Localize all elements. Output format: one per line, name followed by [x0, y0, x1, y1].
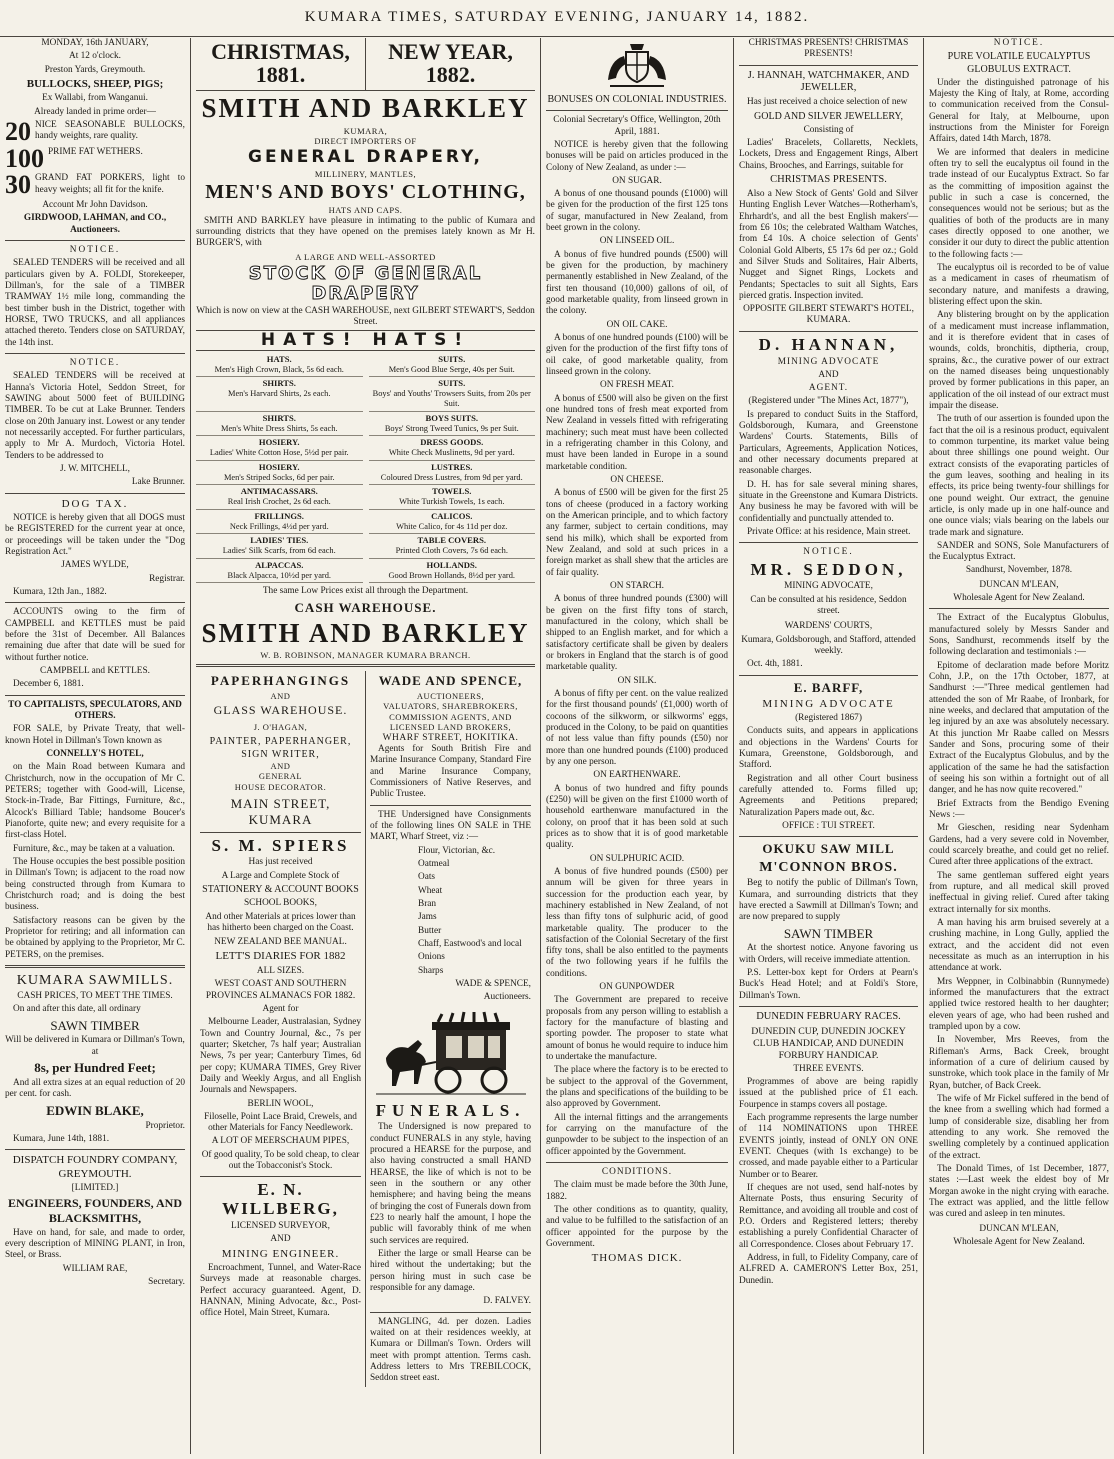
sizes-line: ALL SIZES. [256, 965, 305, 976]
conditions-heading: CONDITIONS. [601, 1167, 673, 1178]
gold-jewellery: GOLD AND SILVER JEWELLERY, [754, 110, 903, 122]
foundry-heading: DISPATCH FOUNDRY COMPANY, GREYMOUTH. [12, 1154, 178, 1180]
stock-line: A LARGE AND WELL-ASSORTED [295, 251, 436, 262]
bonus-section-body: A bonus of three hundred pounds (£300) will be given on the first fifty tons of starch, manufactured in the colony, which shall be shipped to an English market, and for which a satisfactory certificate shall be given by dealers or brokers in England that the starch is of good marketable quality. [546, 594, 728, 673]
sawmills-date: Kumara, June 14th, 1881. [13, 1133, 110, 1144]
hats-line: HATS AND CAPS. [328, 205, 403, 216]
proprietor-name: EDWIN BLAKE, [46, 1102, 144, 1118]
price-item [196, 534, 363, 559]
okuku-body: Beg to notify the public of Dillman's Town, Kumara, and surrounding districts that they have erected a Sawmill at Dillman's Town; and are now prepared to supply [739, 878, 918, 923]
price-item [369, 353, 536, 378]
wade-signature: WADE & SPENCE, [455, 979, 531, 990]
capitalists-heading: TO CAPITALISTS, SPECULATORS, AND OTHERS. [8, 699, 182, 721]
opposite-line: OPPOSITE GILBERT STEWART'S HOTEL, KUMARA. [743, 304, 914, 326]
price-item-title: HATS. [266, 353, 292, 364]
goods-item: Sharps [418, 965, 444, 976]
goods-item: Wheat [418, 885, 443, 896]
goods-item: Jams [418, 912, 437, 923]
bonus-section-title: ON FRESH MEAT. [600, 380, 674, 391]
price-item [369, 377, 536, 411]
price-item [196, 559, 363, 584]
testimonial: Epitome of declaration made before Moritz Cohn, J.P., on the 17th October, 1877, at Sandhurst :—"Three medical gentlemen had attended the son of Mr Raabe, of Ironbark, for nine weeks, and declared that amputation of the leg injured by an axe was absolutely necessary. At this junction Mr Raabe called on Messrs Sander and Sons, procuring some of their Extract of the Eucalyptus Globulus, and by the application of the same he had the satisfaction of seeing his son within a fortnight out of all danger, and he has now quite recovered." [929, 660, 1109, 796]
price-item-desc: Good Brown Hollands, 8½d per yard. [388, 570, 516, 580]
wool-body: Filoselle, Point Lace Braid, Crewels, and other Materials for Fancy Needlework. [204, 1111, 357, 1134]
hearse-illustration [376, 1008, 526, 1098]
price-item-title: ANTIMACASSARS. [240, 486, 318, 497]
bonus-section-body: A bonus of five hundred pounds (£500) will be given for the production, by machinery permanently established in New Zealand, of the first ten thousand (10,000) gallons of oil, of good marketable quality, from linseed grown in the colony. [546, 249, 728, 317]
willberg-heading: E. N. WILLBERG, [222, 1180, 339, 1219]
dhannan-reg: (Registered under "The Mines Act, 1877"), [748, 396, 909, 407]
bonus-section-body: A bonus of one thousand pounds (£1000) will be given for the production of the first 125 tons of sugar, manufactured in New Zealand, from beet grown in the colony. [546, 189, 728, 234]
left-ad-stack [196, 671, 365, 1386]
price-item-desc: Black Alpacca, 10½d per yard. [227, 570, 331, 580]
firm-place: KUMARA, [343, 125, 388, 136]
livestock-count: 30 [5, 173, 31, 199]
capitalists-body: The House occupies the best possible position in Dillman's Town; is adjacent to the road now being constructed through from Kumara to Christchurch road; and is doing the best business. [5, 856, 185, 913]
okuku-body: At the shortest notice. Anyone favoring us with Orders, will receive immediate attention. [739, 943, 918, 965]
foundry-signature: WILLIAM RAE, [62, 1263, 128, 1274]
price-item-title: LADIES' TIES. [250, 535, 309, 546]
ohagan-trade: PAINTER, PAPERHANGER, SIGN WRITER, [209, 736, 352, 760]
okuku-body: P.S. Letter-box kept for Orders at Pearn's Buck's Head Hotel; and at Foldi's Store, Dillman's Town. [739, 968, 918, 1001]
price-item [369, 461, 536, 486]
bonuses-intro: NOTICE is hereby given that the following bonuses will be paid on articles produced in the Colony of New Zealand, as under :— [546, 139, 728, 173]
bonus-section-body: A bonus of one hundred pounds (£100) will be given for the production of the first fifty tons of oil cake, of good marketable quality, from linseed grown in the colony. [546, 333, 728, 378]
bonus-section-body: A bonus of five hundred pounds (£500) per annum will be given for three years in succession for the production each year, by machinery established in New Zealand, of not less than fifty tons of sulphuric acid, of good marketable quality. The producer to the satisfaction of the Colonial Secretary of the first fifty tons, shall be also entitled to the payments of the two following years if he fulfils the conditions. [546, 866, 728, 979]
dog-tax-body: NOTICE is hereby given that all DOGS must be REGISTERED for the current year at once, or proceedings will be taken under the "Dog Registration Act." [5, 513, 185, 558]
barff-role: MINING ADVOCATE [762, 697, 895, 710]
bonus-section-body: A bonus of £500 will be given for the first 25 tons of cheese (produced in a factory working on the American principle, and to which factory any farmer, subject to certain conditions, may send his milk), which shall be exported from New Zealand, and sold at such prices in a foreign market as shall shew that the articles are of fair quality. [546, 488, 728, 578]
price-item-desc: Men's Harvard Shirts, 2s each. [228, 389, 331, 399]
cash-warehouse-heading: CASH WAREHOUSE. [294, 599, 437, 615]
millinery-line: MILLINERY, MANTLES, [314, 168, 417, 179]
barff-body: Conducts suits, and appears in applications and objections in the Wardens' Courts for Kumara, Greenstone, Goldsborough, and Stafford. [739, 726, 918, 771]
testimonial: The wife of Mr Fickel suffered in the bend of the knee from a swelling which had formed a lump of considerable size, disabling her from attending to any work. She removed the swelling completely by a continued application of the extract. [929, 1093, 1109, 1161]
notice-heading: NOTICE. [69, 245, 121, 256]
bee-manual: NEW ZEALAND BEE MANUAL. [214, 937, 347, 948]
hannan-heading: J. HANNAH, WATCHMAKER, AND JEWELLER, [747, 69, 910, 94]
sale-date: MONDAY, 16th JANUARY, [41, 38, 149, 48]
wade-role: AUCTIONEERS, [416, 691, 485, 702]
right-ad-stack [365, 671, 535, 1386]
stationery-line: STATIONERY & ACCOUNT BOOKS [202, 883, 359, 895]
eucalyptus-body: Any blistering brought on by the application of a medicament must increase inflammation, and it is therefore evident that in cases of wounds, colds, bronchitis, diptheria, croup, sprains, &c., the curative power of our extract on the named diseases being unquestionably proved by former publications in this paper, an application of the oil instead of our extract must impair the disease. [929, 310, 1109, 411]
races-body: Programmes of above are being rapidly issued at the published price of £1 each. Fourpence in stamps covers all postage. [739, 1076, 918, 1110]
bonus-section-title: ON STARCH. [609, 580, 664, 591]
notice-signature: J. W. MITCHELL, [60, 464, 130, 474]
price-item-desc: Printed Cloth Covers, 7s 6d each. [395, 546, 508, 556]
importers-line: DIRECT IMPORTERS OF [314, 135, 417, 146]
okuku-firm: M'CONNON BROS. [759, 860, 898, 876]
funerals-body: Either the large or small Hearse can be hired without the undertaking; but the person hiring must in such case be responsible for any damage. [370, 1249, 531, 1293]
eucalyptus-body: We are informed that dealers in medicine often try to sell the eucalyptus oil found in the trade instead of our Eucalyptus Extract. So far as the committing of imposition against the public in such a case is concerned, the consequences would not be serious; but as the qualities of both of the products are in many cases directly opposed to one another, we consider it our duty to direct the public attention to the following facts :— [929, 147, 1109, 260]
price-item [196, 510, 363, 535]
wade-agents: Agents for South British Fire and Marine Insurance Company, Standard Fire and Marine Insurance Company, Commissioners of Native Reserves, and Public Trustee. [370, 744, 531, 800]
price-item-desc: White Calico, for 4s 11d per doz. [396, 521, 508, 531]
christmas-heading: CHRISTMAS, 1881. [211, 39, 350, 88]
livestock-count: 100 [5, 146, 44, 172]
manager-line: W. B. ROBINSON, MANAGER KUMARA BRANCH. [260, 649, 471, 660]
foundry-sub: ENGINEERS, FOUNDERS, AND BLACKSMITHS, [7, 1196, 183, 1225]
price-item-title: HOSIERY. [258, 461, 300, 472]
bonus-section-title: ON SUGAR. [612, 175, 662, 186]
goods-item: Chaff, Eastwood's and local [418, 939, 522, 950]
livestock-item [5, 120, 185, 145]
price-item-desc: Ladies' White Cotton Hose, 5½d per pair. [209, 448, 349, 458]
price-item-desc: Real Irish Crochet, 2s 6d each. [227, 497, 331, 507]
notice-place: Lake Brunner. [131, 477, 185, 488]
races-body: Address, in full, to Fidelity Company, care of ALFRED A. CAMERON'S Letter Box, 251, Dunedin. [739, 1252, 918, 1286]
barff-heading: E. BARFF, [793, 679, 864, 695]
price-item-title: ALPACCAS. [255, 559, 304, 570]
price-item-title: BOYS SUITS. [425, 412, 479, 423]
and-line: AND [270, 691, 291, 702]
bonus-section-title: ON SULPHURIC ACID. [589, 853, 685, 864]
spiers-line: A Large and Complete Stock of [221, 870, 340, 881]
conditions-body: The claim must be made before the 30th June, 1882. [546, 1180, 728, 1202]
and-line: AND [270, 1234, 291, 1245]
seddon-role: MINING ADVOCATE, [784, 581, 873, 592]
notice-heading: NOTICE. [993, 38, 1045, 48]
foundry-role: Secretary. [148, 1276, 185, 1287]
gunpowder-body: The place where the factory is to be erected to be subject to the approval of the Government, the plans and specifications of the building to be also approved by Government. [546, 1065, 728, 1110]
testimonial: The Donald Times, of 1st December, 1877, states :—Last week the eldest boy of Mr Morgan awoke in the night crying with earache. The extract was applied, and the little fellow was cured and asleep in ten minutes. [929, 1163, 1109, 1220]
price-item [196, 353, 363, 378]
goods-item: Oatmeal [418, 859, 450, 870]
price-item-desc: Ladies' Silk Scarfs, from 6d each. [222, 546, 336, 556]
ohagan-name: J. O'HAGAN, [253, 722, 308, 733]
sawn-timber-label: SAWN TIMBER [50, 1017, 140, 1033]
low-prices-line: The same Low Prices exist all through the Department. [262, 586, 469, 597]
tender-notice-body: SEALED TENDERS will be received at Hanna's Victoria Hotel, Seddon Street, for SAWING about 5000 feet of BUILDING TIMBER. To be cut at Lake Brunner. Tenders close on 20th January inst. Lowest or any tender not necessarily accepted. For further particulars, apply to Mr A. Murdoch, Victoria Hotel. Tenders to be addressed to [5, 371, 185, 461]
and-line: AND [270, 760, 291, 771]
goods-item: Onions [418, 952, 445, 963]
landed-line: Already landed in prime order— [34, 106, 156, 117]
goods-list [370, 846, 531, 977]
price-item-desc: Boys' Strong Tweed Tunics, 9s per Suit. [384, 423, 519, 433]
spiers-line: And other Materials at prices lower than has hitherto been charged on the Coast. [205, 911, 356, 933]
presents-heading: CHRISTMAS PRESENTS! CHRISTMAS PRESENTS! [748, 38, 909, 60]
bonus-section-body: A bonus of two hundred and fifty pounds (£250) will be given on the first £1000 worth of household earthenware manufactured in the colony, on proof that it has been sold at such prices as to show that it is of good marketable quality. [546, 783, 728, 851]
wade-consign: THE Undersigned have Consignments of the following lines ON SALE in THE MART, Wharf Street, viz :— [370, 809, 531, 843]
column-2 [191, 38, 540, 1454]
dog-tax-date: Kumara, 12th Jan., 1882. [13, 587, 107, 598]
seddon-date: Oct. 4th, 1881. [747, 659, 803, 670]
jewels-body: Ladies' Bracelets, Collaretts, Necklets, Lockets, Dress and Engagement Rings, Albert Chains, Brooches, and Earrings, suitable for [739, 138, 918, 171]
price-item-desc: Men's White Dress Shirts, 5s each. [221, 423, 338, 433]
pipes-line: A LOT OF MEERSCHAUM PIPES, [211, 1136, 350, 1147]
price-item-title: TABLE COVERS. [417, 535, 487, 546]
almanacs-line: WEST COAST AND SOUTHERN PROVINCES ALMANACS FOR 1882. [205, 979, 356, 1001]
spiers-line: Has just received [248, 857, 313, 868]
hotel-name: CONNELLY'S HOTEL, [46, 748, 144, 759]
seddon-heading: MR. SEDDON, [750, 559, 907, 579]
bonus-section-title: ON CHEESE. [610, 475, 664, 486]
price-item [196, 461, 363, 486]
price-item [369, 412, 536, 437]
firm-name: SMITH AND BARKLEY [201, 617, 530, 648]
view-line: Which is now on view at the CASH WAREHOUSE, next GILBERT STEWART'S, Seddon Street. [196, 305, 535, 327]
testimonial: In November, Mrs Reeves, from the Rifleman's Arms, Back Creek, brought information of a cure of delirium caused by sunstroke, which took place in the family of Mr Ryan, butcher, of Back Creek. [929, 1035, 1109, 1091]
wade-wharf: WHARF STREET, HOKITIKA. [382, 732, 519, 743]
bonus-section-title: ON EARTHENWARE. [593, 770, 681, 781]
funerals-signature: D. FALVEY. [483, 1296, 531, 1307]
price-item-title: LUSTRES. [431, 461, 473, 472]
intro-body: SMITH AND BARKLEY have pleasure in intimating to the public of Kumara and surrounding districts that they have opened on the premises lately known as Mr H. BURGER'S, with [196, 215, 535, 249]
goods-item: Bran [418, 899, 437, 910]
races-body: Each programme represents the large number of 114 NOMINATIONS upon THREE EVENTS jointly, instead of ONLY ON ONE EVENT. Cheques (with 1s exchange) to be crossed, and made payable either to a Particular Number or to Bearer. [739, 1112, 918, 1180]
foundry-body: Have on hand, for sale, and made to order, every description of MINING PLANT, in Iron, Steel, or Brass. [5, 1227, 185, 1261]
livestock-desc: PRIME FAT WETHERS. [48, 146, 143, 157]
dhannan-agent: AGENT. [808, 383, 849, 394]
eucalyptus-signature: SANDER and SONS, Sole Manufacturers of the Eucalyptus Extract. [929, 540, 1109, 563]
livestock-item [5, 173, 185, 198]
sawmills-sub: CASH PRICES, TO MEET THE TIMES. [17, 990, 173, 1001]
price-item-title: SHIRTS. [262, 412, 296, 423]
account-line: Account Mr John Davidson. [42, 200, 148, 211]
bonuses-signature: THOMAS DICK. [591, 1252, 683, 1265]
spiers-heading: S. M. SPIERS [211, 835, 350, 855]
notice-heading: NOTICE. [803, 547, 854, 558]
accounts-date: December 6, 1881. [13, 679, 84, 690]
goods-item: Oats [418, 872, 436, 883]
clothing-heading: MEN'S AND BOYS' CLOTHING, [205, 181, 526, 204]
price-item-title: SUITS. [438, 378, 466, 389]
eucalyptus-body: The truth of our assertion is founded upon the fact that the oil is a resinous product, equivalent to common turpentine, its market value being about three shillings one pound weight. Our extract consists of the evaporating particles of the gum leaves, soothing and healing in its effects, its price being twenty-four shillings for one pound weight. Our extract, the genuine article, is only made up in one half-ounce and one ounce vials; vials bearing on the labels our trade mark and signature. [929, 414, 1109, 538]
dhannan-body: D. H. has for sale several mining shares, situate in the Greenstone and Kumara Districts. Any business he may be favored with will be confidentially and punctually attended to. [739, 479, 918, 524]
bonuses-heading: BONUSES ON COLONIAL INDUSTRIES. [547, 94, 727, 105]
decorator-line: HOUSE DECORATOR. [234, 781, 327, 792]
barff-reg: (Registered 1867) [795, 713, 862, 723]
accounts-body: ACCOUNTS owing to the firm of CAMPBELL and KETTLES must be paid before the 31st of December. All Balances remaining due after that date will be sued for without further notice. [5, 607, 185, 663]
okuku-heading: OKUKU SAW MILL [762, 841, 895, 857]
conditions-body: The other conditions as to quantity, quality, and value to be fulfilled to the satisfaction of an officer appointed for the purpose by the Government. [546, 1205, 728, 1250]
races-events: THREE EVENTS. [793, 1063, 864, 1074]
firm-name: SMITH AND BARKLEY [201, 93, 530, 124]
proprietor-role: Proprietor. [145, 1120, 185, 1131]
agent-name: DUNCAN M'LEAN, [979, 1223, 1059, 1234]
wardens-body: Kumara, Goldsborough, and Stafford, attended weekly. [741, 634, 916, 657]
wade-heading: WADE AND SPENCE, [378, 673, 523, 689]
column-3 [541, 38, 733, 1454]
price-item-desc: Coloured Dress Lustres, from 9d per yard. [380, 472, 523, 482]
seddon-body: Can be consulted at his residence, Seddon street. [750, 594, 907, 617]
price-item [369, 534, 536, 559]
goods-item: Butter [418, 925, 442, 936]
price-item-desc: Neck Frillings, 4½d per yard. [229, 521, 329, 531]
bonus-section-title: ON OIL CAKE. [606, 319, 668, 330]
sawmills-body: On and after this date, all ordinary [13, 1004, 141, 1015]
agent-role: Wholesale Agent for New Zealand. [953, 1236, 1085, 1247]
capitalists-body: Satisfactory reasons can be given by the Proprietor for retiring; and all information can be obtained by applying to the Proprietor, Mr C. PETERS, on the premises. [5, 915, 185, 960]
price-item [369, 559, 536, 584]
eucalyptus-body: Under the distinguished patronage of his Majesty the King of Italy, at Rome, according to communication received from the Consul-General for Italy, at Melbourne, upon instructions from the Minister for Foreign Affairs, dated 14th March, 1878. [929, 77, 1109, 145]
sale-time: At 12 o'clock. [68, 51, 122, 62]
sale-place: Preston Yards, Greymouth. [44, 64, 146, 75]
price-item [369, 510, 536, 535]
price-item-desc: Men's Striped Socks, 6d per pair. [223, 472, 335, 482]
ohagan-street: MAIN STREET, KUMARA [230, 795, 331, 827]
livestock-heading: BULLOCKS, SHEEP, PIGS; [26, 77, 164, 90]
general-line: GENERAL [258, 771, 303, 782]
hannan-body: Has just received a choice selection of new [747, 97, 908, 108]
dhannan-office: Private Office: at his residence, Main street. [747, 527, 911, 538]
price-item-title: DRESS GOODS. [420, 437, 484, 448]
bonus-section-body: A bonus of £500 will also be given on the first one hundred tons of fresh meat exported from New Zealand in vessels fitted with refrigerating machinery; such meat must have been collected in a refrigerating chamber in this Colony, and must have been landed in Europe in a sound marketable condition. [546, 393, 728, 472]
testimonial: The Extract of the Eucalyptus Globulus, manufactured solely by Messrs Sander and Sons, Sandhurst, recommends itself by the following declaration and testimonials :— [929, 613, 1109, 658]
notice-heading: NOTICE. [69, 358, 121, 369]
price-item-title: CALICOS. [431, 510, 473, 521]
hats-banner: HATS! HATS! [196, 330, 535, 351]
testimonial: A man having his arm bruised severely at a crushing machine, in Long Gully, applied the extract, and the accident did not even necessitate as much as an interruption in his attendance at work. [929, 918, 1109, 974]
christmas-presents: CHRISTMAS PRESENTS. [770, 174, 887, 186]
funerals-heading: FUNERALS. [375, 1100, 526, 1120]
testimonial: The same gentleman suffered eight years from rupture, and all medical skill proved ineffectual in giving relief. Cured after taking extract internally for six months. [929, 870, 1109, 915]
price-item-title: HOSIERY. [258, 437, 300, 448]
sawmills-heading: KUMARA SAWMILLS. [16, 972, 174, 988]
mangling-body: MANGLING, 4d. per dozen. Ladies waited on at their residences weekly, at Kumara or Dillman's Town. Orders will meet with prompt attention. Terms cash. Address letters to Mrs TREBILCOCK, Seddon street east. [370, 1316, 531, 1384]
tender-notice-body: SEALED TENDERS will be received and all particulars given by A. FOLDI, Storekeeper, Dillman's, for the sale of a TIMBER TRAMWAY 1½ mile long, commanding the best timber bush in the District, together with HORSE, TWO TRUCKS, and all appliances attached thereto. Tenders close on SATURDAY, the 14th inst. [5, 258, 185, 348]
wade-licensed: LICENSED LAND BROKERS, [389, 722, 512, 733]
price-item-desc: White Check Muslinetts, 9d per yard. [388, 448, 515, 458]
school-books: SCHOOL BOOKS, [243, 898, 317, 909]
wardens-courts: WARDENS' COURTS, [784, 621, 873, 632]
goods-item: Flour, Victorian, &c. [418, 845, 496, 856]
wade-signature-role: Auctioneers. [483, 992, 531, 1003]
watches-body: Also a New Stock of Gents' Gold and Silver Hunting English Lever Watches—Rotherham's, Ehrhardt's, and all the best English makers'—from £6 10s; the celebrated Waltham Watches, from £4 10s. A choice selection of Gents' Colonial Gold Alberts, £5 17s 6d per oz.; Gold and Silver Studs and Solitaires, Hair Alberts, Nugget and Signet Rings, Lockets and Pendants; Spectacles to suit all Sights, Ears pierced gratis. Inspection invited. [739, 188, 918, 301]
accounts-signature: CAMPBELL and KETTLES. [40, 666, 150, 676]
price-item [196, 412, 363, 437]
dog-tax-signature: JAMES WYLDE, [61, 560, 129, 571]
price-item-title: SUITS. [438, 353, 466, 364]
price-item-title: SHIRTS. [262, 378, 296, 389]
livestock-desc: GRAND FAT PORKERS, light to heavy weights; all fit for the knife. [35, 173, 185, 195]
testimonial: Mr Gieschen, residing near Sydenham Gardens, had a very severe cold in November, could scarcely breathe, and could get no relief. Cured after three applications of the extract. [929, 823, 1109, 868]
eucalyptus-body: The eucalyptus oil is recorded to be of value as a medicament in cases of rheumatism of secondary nature, and manifests a drawing, blistering effect upon the skin. [929, 262, 1109, 307]
bonus-section-body: A bonus of fifty per cent. on the value realized for the first thousand pounds' (£1,000) worth of cocoons of the silkworm, or silkworms' eggs, produced in the Colony, to be paid on quantities of not less value than fifty pounds (£50) nor more than one hundred pounds (£100) produced by any one person. [546, 688, 728, 767]
letts-diaries: LETT'S DIARIES FOR 1882 [215, 950, 346, 963]
livestock-desc: NICE SEASONABLE BULLOCKS, handy weights, rare quality. [35, 120, 185, 142]
livestock-count: 20 [5, 120, 31, 145]
price-item-desc: Boys' and Youths' Trowsers Suits, from 20s per Suit. [372, 389, 531, 408]
royal-crest-icon [602, 40, 672, 92]
willberg-eng: MINING ENGINEER. [221, 1247, 340, 1260]
testimonial: Brief Extracts from the Bendigo Evening News :— [929, 798, 1109, 821]
agent-name: DUNCAN M'LEAN, [979, 579, 1059, 590]
sawmills-body: Will be delivered in Kumara or Dillman's Town, at [5, 1035, 185, 1057]
and-line: AND [818, 369, 839, 380]
column-5 [924, 38, 1114, 1454]
office-line: Colonial Secretary's Office, Wellington, 20th April, 1881. [553, 115, 721, 137]
berlin-wool: BERLIN WOOL, [247, 1098, 314, 1109]
column-4 [734, 38, 923, 1454]
price-item [369, 436, 536, 461]
races-sub: DUNEDIN CUP, DUNEDIN JOCKEY CLUB HANDICAP, AND DUNEDIN FORBURY HANDICAP. [751, 1025, 906, 1061]
price-item-title: TOWELS. [432, 486, 472, 497]
auctioneer-name: GIRDWOOD, LAHMAN, and CO., Auctioneers. [23, 213, 167, 235]
dhannan-body: Is prepared to conduct Suits in the Stafford, Goldsborough, Kumara, and Greenstone Wardens' Courts. Statements, Bills of Particulars, Agreements, Application Notices, and other necessary documents prepared at reasonable charges. [739, 409, 918, 477]
dhannan-heading: D. HANNAN, [758, 334, 899, 354]
races-heading: DUNEDIN FEBRUARY RACES. [756, 1011, 901, 1023]
price-item-title: HOLLANDS. [426, 559, 477, 570]
funerals-body: The Undersigned is now prepared to conduct FUNERALS in any style, having procured a HEARSE for the purpose, and also having constructed a small HAND HEARSE, the like of which is not to be seen in the southern or any other hemisphere; and having being the means of bringing the cost of Funerals down from £23 to nearly half the amount, I hope the public will favorably think of me when such services are required. [370, 1122, 531, 1246]
foundry-limited: [LIMITED.] [71, 1182, 119, 1193]
barff-office: OFFICE : TUI STREET. [782, 820, 875, 831]
bonus-section-title: ON GUNPOWDER [599, 982, 675, 993]
livestock-item [5, 147, 185, 172]
agent-for: Agent for [262, 1003, 299, 1014]
dhannan-role: MINING ADVOCATE [777, 356, 880, 367]
price-item [196, 485, 363, 510]
capitalists-body: on the Main Road between Kumara and Christchurch, now in the occupation of Mr C. PETERS; together with Good-will, License, Stock-in-Trade, Bar Fittings, Furniture, &c., Alcock's Billiard Table; handsome Boucer's Pianoforte, quite new; and every requisite for a first-class Hotel. [5, 762, 185, 841]
sawmills-body: And all extra sizes at an equal reduction of 20 per cent. for cash. [5, 1077, 185, 1100]
livestock-sub: Ex Wallabi, from Wanganui. [42, 93, 148, 104]
bonus-section-title: ON SILK. [617, 675, 657, 686]
timber-price: 8s, per Hundred Feet; [34, 1060, 156, 1076]
wade-valuators: VALUATORS, SHAREBROKERS, COMMISSION AGENTS, AND [383, 701, 518, 722]
bonus-sections [546, 176, 728, 1064]
willberg-role: LICENSED SURVEYOR, [231, 1220, 330, 1231]
capitalists-body: FOR SALE, by Private Treaty, that well-known Hotel in Dillman's Town known as [5, 724, 185, 746]
price-item-title: FRILLINGS. [254, 510, 304, 521]
papers-list: Melbourne Leader, Australasian, Sydney Town and Country Journal, &c., 7s per quarter; Sketcher, 7s half year; Australian News, 7s per year; Canterbury Times, 6d per copy; KUMARA TIMES, Grey River Daily and Weekly Argus, and all English Journals and Newspapers. [200, 1017, 361, 1096]
paperhangings-heading: PAPERHANGINGS [210, 673, 351, 689]
okuku-timber: SAWN TIMBER [783, 925, 874, 941]
new-year-heading: NEW YEAR, 1882. [365, 38, 535, 90]
price-item-desc: Men's High Crown, Black, 5s 6d each. [214, 364, 344, 374]
consisting-line: Consisting of [803, 124, 854, 135]
dog-tax-heading: DOG TAX. [61, 497, 129, 510]
bonus-section-body: The Government are prepared to receive proposals from any person willing to establish a factory for the manufacture of blasting and sporting powder. The proposer to state what amount of bonus he would require to induce him to undertake the manufacture. [546, 995, 728, 1063]
drapery-heading: GENERAL DRAPERY, [248, 147, 483, 168]
masthead: KUMARA TIMES, SATURDAY EVENING, JANUARY 14, 1882. [0, 0, 1114, 37]
dog-tax-role: Registrar. [149, 573, 185, 584]
eucalyptus-heading: PURE VOLATILE EUCALYPTUS GLOBULUS EXTRACT. [947, 51, 1091, 75]
glass-warehouse: GLASS WAREHOUSE. [213, 703, 348, 718]
agent-role: Wholesale Agent for New Zealand. [953, 593, 1085, 604]
season-banner [196, 38, 535, 91]
price-item [196, 377, 363, 411]
stock-heading: STOCK OF GENERAL DRAPERY [248, 263, 483, 304]
barff-body: Registration and all other Court business carefully attended to. Forms filled up; Agreements and Petitions prepared; Naturalization Papers made out, &c. [739, 773, 918, 818]
eucalyptus-date: Sandhurst, November, 1878. [965, 565, 1073, 576]
willberg-body: Encroachment, Tunnel, and Water-Race Surveys made at reasonable charges. Perfect accuracy guaranteed. Agent, D. HANNAN, Mining Advocate, &c., Post-office Hotel, Main Street, Kumara. [200, 1262, 361, 1319]
price-list [196, 353, 535, 583]
column-1 [0, 38, 190, 1454]
price-item-desc: Men's Good Blue Serge, 40s per Suit. [388, 364, 515, 374]
races-body: If cheques are not used, send half-notes by Alternate Posts, thus ensuring Security of Remittance, and avoiding all trouble and cost of P.O. Orders and Registered letters; thereby establishing a purely Confidential Character of all Correspondence. Closes about February 17. [739, 1182, 918, 1250]
price-item [196, 436, 363, 461]
price-item [369, 485, 536, 510]
capitalists-body: Furniture, &c., may be taken at a valuation. [13, 843, 175, 854]
gunpowder-body: All the internal fittings and the arrangements for carrying on the manufacture of the gunpowder to be subject to the inspection of an officer appointed by the Government. [546, 1112, 728, 1157]
pipes-body: Of good quality, To be sold cheap, to clear out the Tobacconist's Stock. [201, 1149, 360, 1172]
bonus-section-title: ON LINSEED OIL. [599, 236, 675, 247]
testimonial: Mrs Weppner, in Colbinabbin (Runnymede) informed the manufacturers that the extract applied twice restored health to her daughter; eleven years of age, who had been rushed and trampled upon by a cow. [929, 976, 1109, 1032]
price-item-desc: White Turkish Towels, 1s each. [399, 497, 505, 507]
